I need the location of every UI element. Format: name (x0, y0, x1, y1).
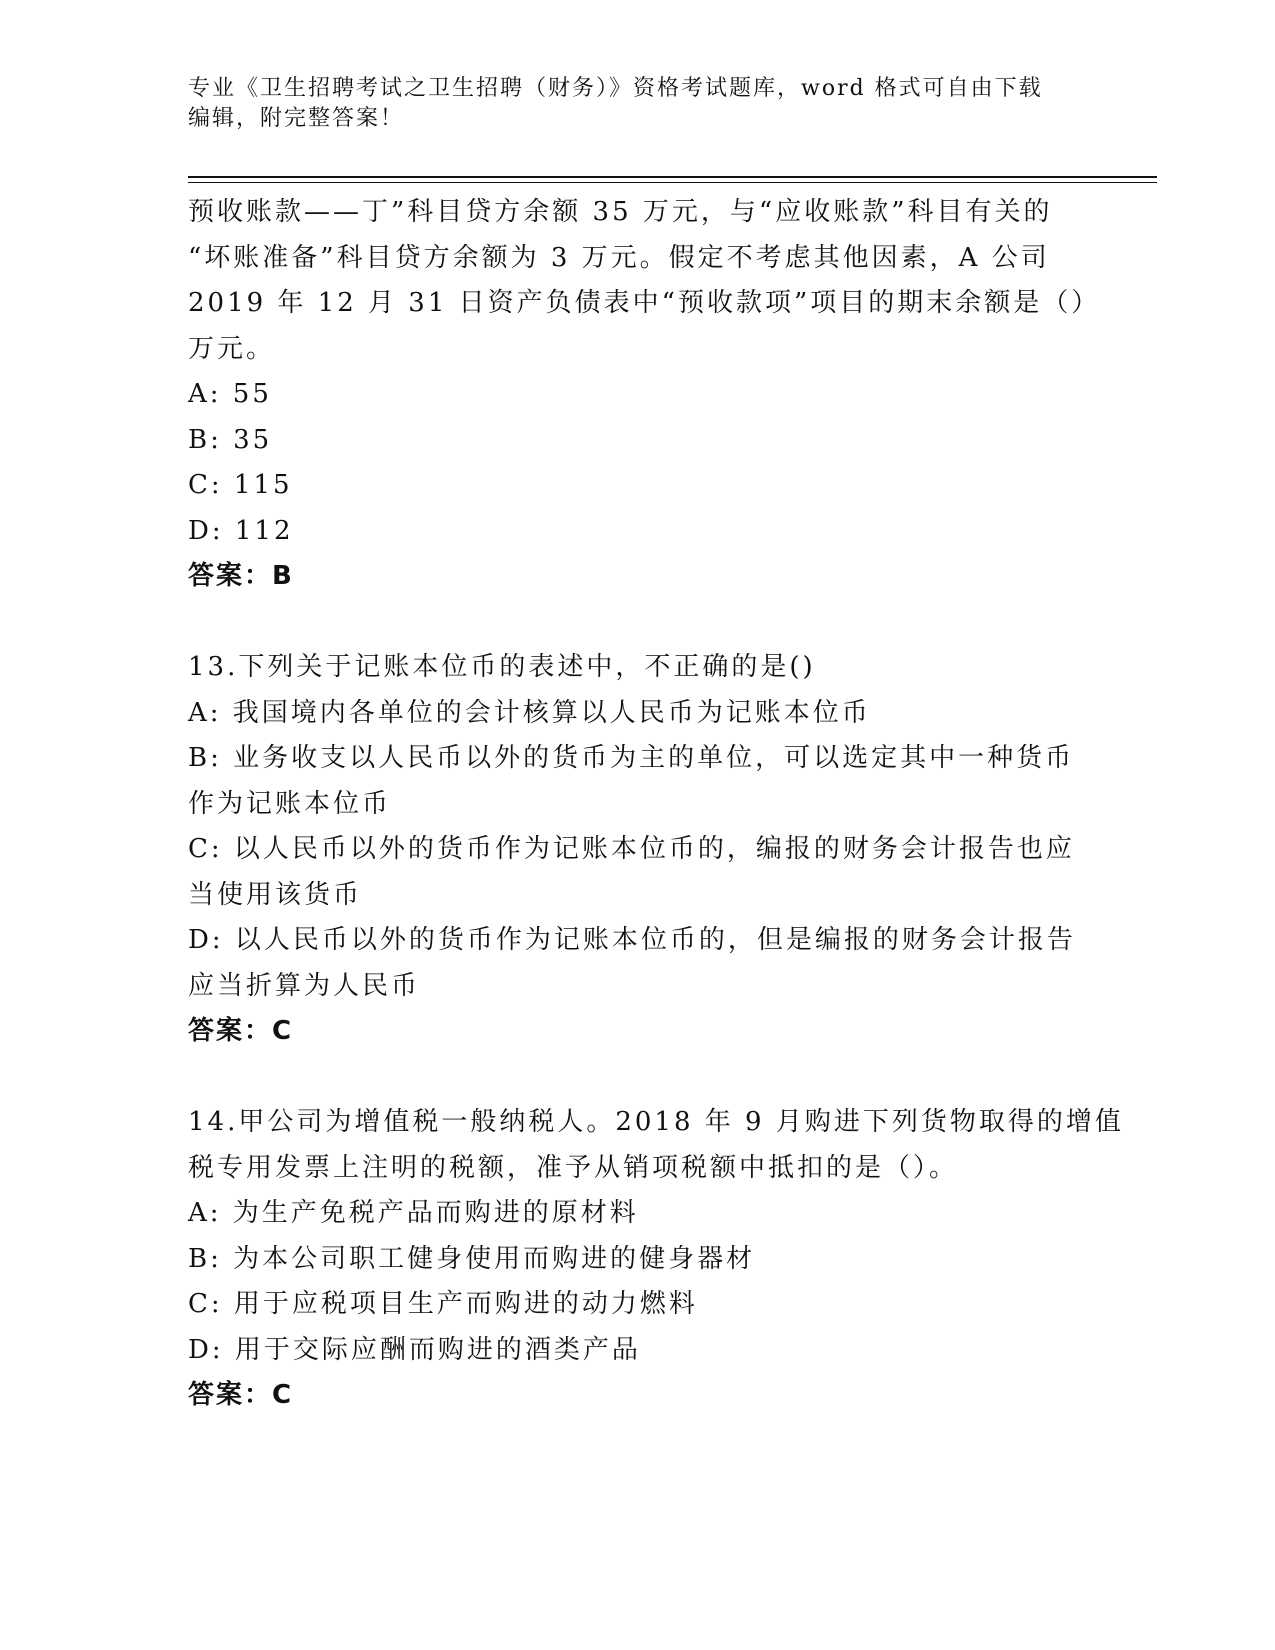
question-13-option-d-line-1: D: 以人民币以外的货币作为记账本位币的，但是编报的财务会计报告 (188, 925, 1076, 955)
question-12-answer: 答案：B (188, 561, 294, 591)
question-14-option-d: D: 用于交际应酬而购进的酒类产品 (188, 1334, 641, 1365)
question-13-option-b-line-2: 作为记账本位币 (188, 788, 392, 819)
question-14-answer: 答案：C (188, 1380, 294, 1410)
question-spacer (188, 1055, 1088, 1101)
question-12-stem-line-3: 2019 年 12 月 31 日资产负债表中“预收款项”项目的期末余额是（） (188, 288, 1101, 318)
question-13 (188, 645, 1088, 1055)
question-spacer (188, 600, 1088, 646)
question-12-option-b: B: 35 (188, 424, 273, 455)
question-14-option-a: A: 为生产免税产品而购进的原材料 (188, 1198, 639, 1228)
header-line-1: 专业《卫生招聘考试之卫生招聘（财务）》资格考试题库，word 格式可自由下载 (188, 76, 1043, 101)
header-line-2: 编辑，附完整答案！ (188, 106, 405, 131)
question-12 (188, 190, 1101, 600)
question-14-stem-line-2: 税专用发票上注明的税额，准予从销项税额中抵扣的是（）。 (188, 1152, 959, 1183)
question-12-option-c: C: 115 (188, 470, 293, 500)
question-13-option-b-line-1: B: 业务收支以人民币以外的货币为主的单位，可以选定其中一种货币 (188, 743, 1075, 773)
header-divider-thin (188, 182, 1157, 183)
document-header (188, 74, 1068, 134)
question-13-option-c-line-1: C: 以人民币以外的货币作为记账本位币的，编报的财务会计报告也应 (188, 834, 1075, 864)
question-12-stem-line-2: “坏账准备”科目贷方余额为 3 万元。假定不考虑其他因素，A 公司 (188, 242, 1050, 273)
question-14-stem-line-1: 14.甲公司为增值税一般纳税人。2018 年 9 月购进下列货物取得的增值 (188, 1107, 1124, 1137)
question-12-stem-line-1: 预收账款——丁”科目贷方余额 35 万元，与“应收账款”科目有关的 (188, 197, 1053, 227)
question-13-answer: 答案：C (188, 1016, 294, 1046)
question-12-option-d: D: 112 (188, 515, 294, 546)
document-body (188, 190, 1124, 1419)
question-13-option-d-line-2: 应当折算为人民币 (188, 970, 421, 1001)
question-12-stem-line-4: 万元。 (188, 333, 276, 364)
question-13-option-a: A: 我国境内各单位的会计核算以人民币为记账本位币 (188, 697, 871, 728)
question-14-option-c: C: 用于应税项目生产而购进的动力燃料 (188, 1289, 698, 1319)
question-14-option-b: B: 为本公司职工健身使用而购进的健身器材 (188, 1243, 756, 1274)
question-13-option-c-line-2: 当使用该货币 (188, 879, 363, 910)
header-divider-thick (188, 176, 1157, 178)
question-13-stem: 13.下列关于记账本位币的表述中，不正确的是() (188, 652, 816, 682)
question-12-option-a: A: 55 (188, 379, 272, 409)
question-14 (188, 1100, 1124, 1419)
